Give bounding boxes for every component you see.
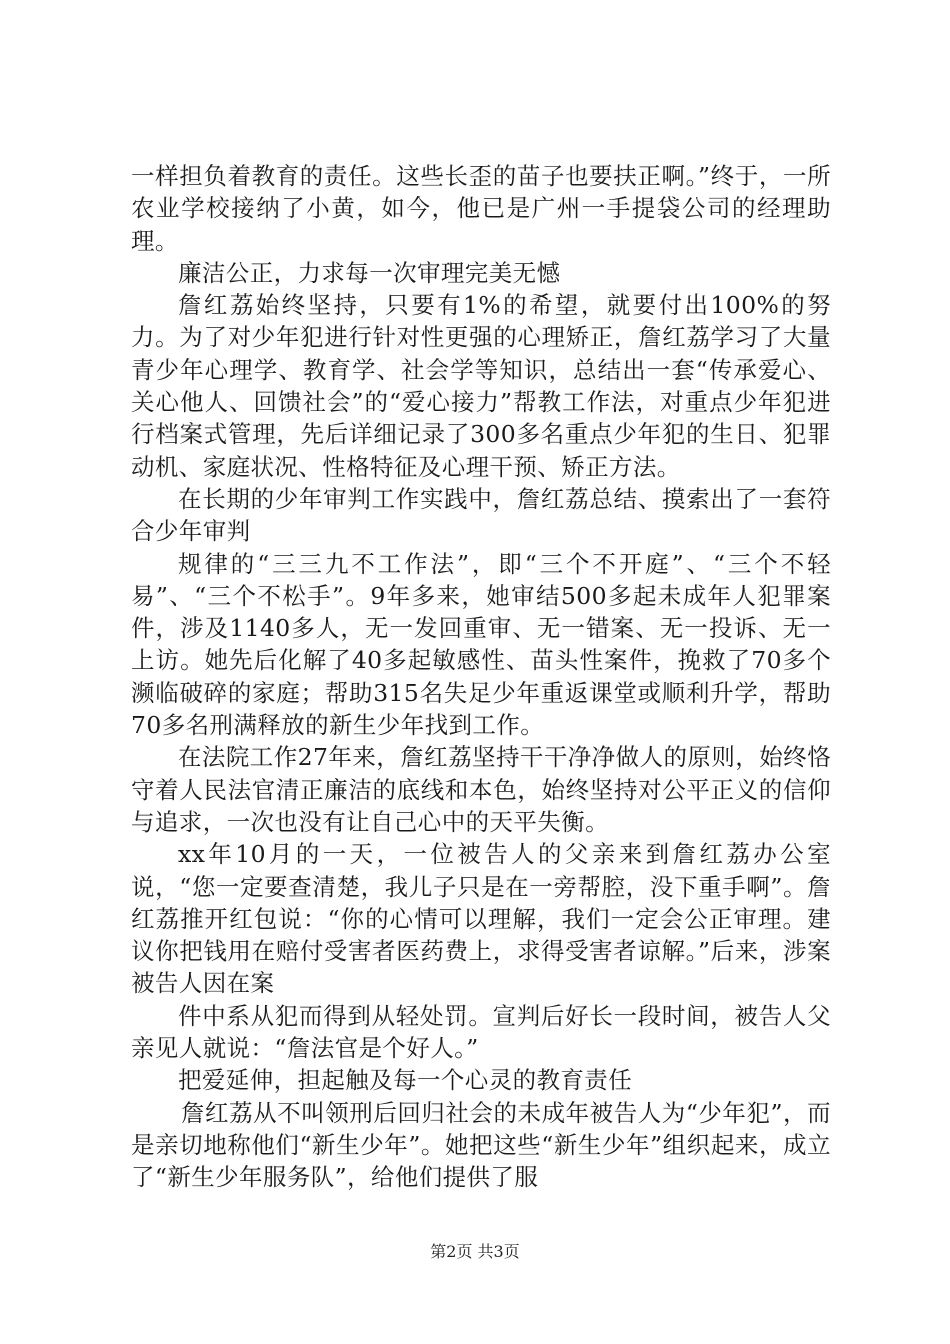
paragraph-4: 规律的“三三九不工作法”，即“三个不开庭”、“三个不轻易”、“三个不松手”。9年多来，她审结500多起未成年人犯罪案件，涉及1140多人，无一发回重审、无一错案、无一投诉、无一上访。她先后化解了40多起敏感性、苗头性案件，挽救了70多个濒临破碎的家庭；帮助315名失足少年重返课堂或顺利升学，帮助70多名刑满释放的新生少年找到工作。 — [131, 549, 831, 740]
section-heading-integrity: 廉洁公正，力求每一次审理完美无憾 — [178, 258, 561, 287]
paragraph-8: 詹红荔从不叫领刑后回归社会的未成年被告人为“少年犯”，而是亲切地称他们“新生少年”。她把这些“新生少年”组织起来，成立了“新生少年服务队”，给他们提供了服 — [131, 1098, 831, 1192]
paragraph-1: 一样担负着教育的责任。这些长歪的苗子也要扶正啊。”终于，一所农业学校接纳了小黄，如今，他已是广州一手提袋公司的经理助理。 — [131, 162, 831, 255]
paragraph-5: 在法院工作27年来，詹红荔坚持干干净净做人的原则，始终恪守着人民法官清正廉洁的底线和本色，始终坚持对公平正义的信仰与追求，一次也没有让自己心中的天平失衡。 — [131, 743, 831, 836]
document-body — [131, 160, 831, 1194]
paragraph-2: 詹红荔始终坚持，只要有1%的希望，就要付出100%的努力。为了对少年犯进行针对性更强的心理矫正，詹红荔学习了大量青少年心理学、教育学、社会学等知识，总结出一套“传承爱心、关心他人、回馈社会”的“爱心接力”帮教工作法，对重点少年犯进行档案式管理，先后详细记录了300多名重点少年犯的生日、犯罪动机、家庭状况、性格特征及心理干预、矫正方法。 — [131, 291, 831, 481]
section-heading-education: 把爱延伸，担起触及每一个心灵的教育责任 — [178, 1066, 633, 1095]
paragraph-6: xx年10月的一天，一位被告人的父亲来到詹红荔办公室说，“您一定要查清楚，我儿子只是在一旁帮腔，没下重手啊”。詹红荔推开红包说：“你的心情可以理解，我们一定会公正审理。建议你把钱用在赔付受害者医药费上，求得受害者谅解。”后来，涉案被告人因在案 — [131, 840, 831, 998]
page-footer: 第2页 共3页 — [430, 1242, 520, 1261]
paragraph-3: 在长期的少年审判工作实践中，詹红荔总结、摸索出了一套符合少年审判 — [131, 484, 831, 546]
paragraph-7: 件中系从犯而得到从轻处罚。宣判后好长一段时间，被告人父亲见人就说：“詹法官是个好人。” — [131, 1001, 831, 1063]
